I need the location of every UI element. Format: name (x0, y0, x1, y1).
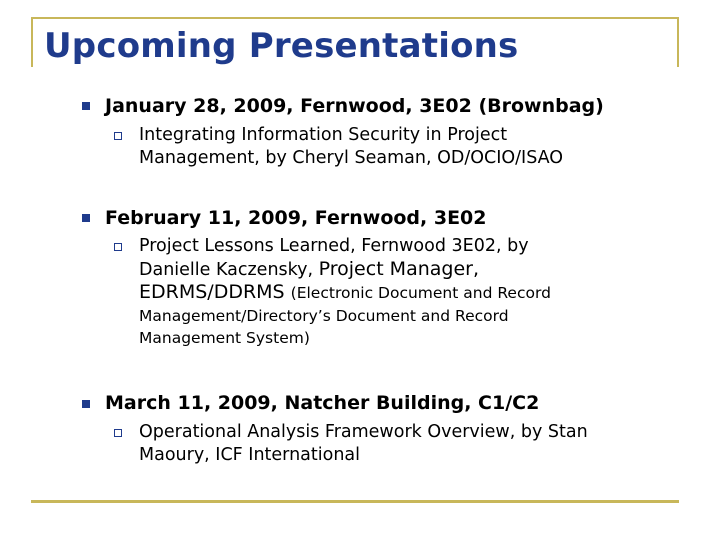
sub-bullet-square-icon (114, 429, 122, 437)
detail-line: Management/Directory’s Document and Record (139, 306, 509, 325)
title-frame-right-rule (677, 17, 679, 67)
detail-line (139, 258, 679, 282)
title-frame-left-rule (31, 17, 33, 67)
detail-fragment: Danielle Kaczensky, (139, 259, 319, 280)
slide-title: Upcoming Presentations (44, 26, 519, 66)
bottom-accent-rule (31, 500, 679, 503)
item-heading: February 11, 2009, Fernwood, 3E02 (105, 207, 487, 229)
item-detail (139, 421, 679, 466)
bullet-square-icon (82, 102, 90, 110)
detail-line: Operational Analysis Framework Overview, by Stan (139, 422, 588, 442)
item-heading: March 11, 2009, Natcher Building, C1/C2 (105, 392, 540, 414)
detail-fragment: Project Manager, (318, 257, 480, 280)
item-heading: January 28, 2009, Fernwood, 3E02 (Brownbag) (105, 95, 604, 117)
detail-line: Management System) (139, 329, 310, 347)
bullet-square-icon (82, 214, 90, 222)
item-detail (139, 124, 679, 169)
detail-fragment: (Electronic Document and Record (290, 284, 551, 302)
detail-line: Project Lessons Learned, Fernwood 3E02, by (139, 236, 529, 256)
title-frame-top-rule (31, 17, 679, 19)
sub-bullet-square-icon (114, 132, 122, 140)
detail-fragment: EDRMS/DDRMS (139, 281, 291, 303)
detail-line: Management, by Cheryl Seaman, OD/OCIO/ISAO (139, 147, 564, 168)
detail-line (139, 281, 679, 305)
detail-line: Maoury, ICF International (139, 444, 360, 465)
detail-line: Integrating Information Security in Project (139, 125, 508, 145)
bullet-square-icon (82, 400, 90, 408)
item-detail (139, 235, 679, 350)
sub-bullet-square-icon (114, 243, 122, 251)
